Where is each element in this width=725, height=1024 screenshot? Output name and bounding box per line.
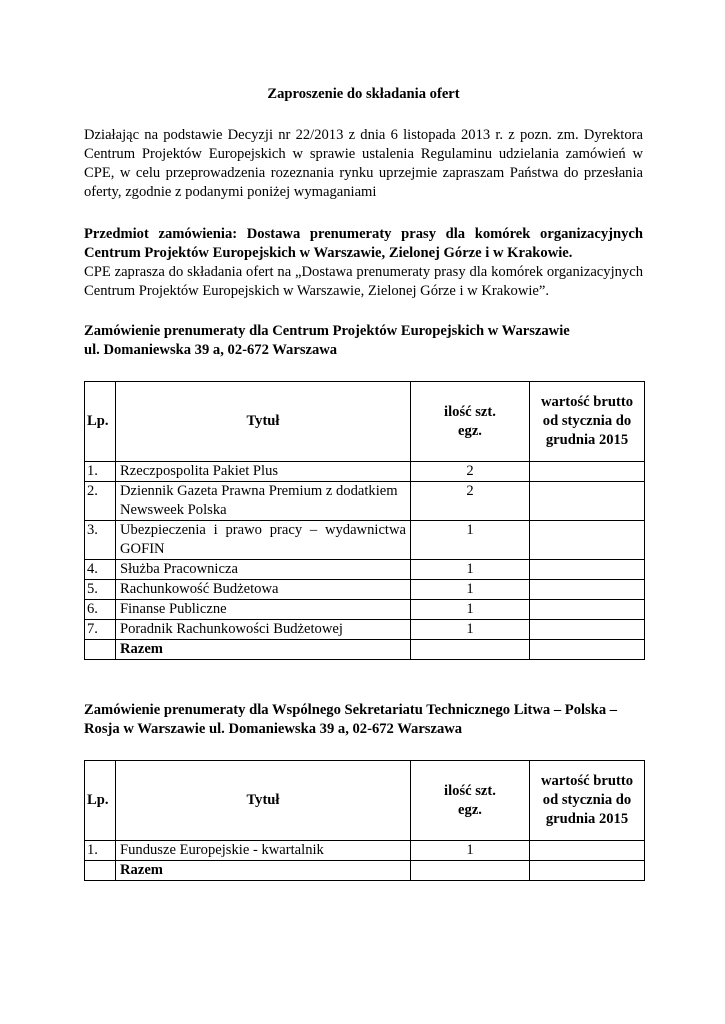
col-qty: ilość szt. egz. xyxy=(411,761,530,841)
row-qty: 2 xyxy=(411,482,530,521)
row-lp: 2. xyxy=(85,482,116,521)
section1-heading-line1: Zamówienie prenumeraty dla Centrum Projektów Europejskich w Warszawie xyxy=(84,323,570,339)
col-title: Tytuł xyxy=(116,761,411,841)
row-lp: 4. xyxy=(85,560,116,580)
subject-paragraph xyxy=(84,225,643,301)
col-title: Tytuł xyxy=(116,382,411,462)
row-title: Fundusze Europejskie - kwartalnik xyxy=(116,841,411,861)
row-lp: 7. xyxy=(85,620,116,640)
section1-heading xyxy=(84,322,643,360)
row-title: Finanse Publiczne xyxy=(116,600,411,620)
table-header-row xyxy=(85,761,645,841)
row-lp: 1. xyxy=(85,841,116,861)
table-row xyxy=(85,521,645,560)
section1-heading-line2: ul. Domaniewska 39 a, 02-672 Warszawa xyxy=(84,342,338,358)
total-qty xyxy=(411,861,530,881)
table-header-row xyxy=(85,382,645,462)
row-qty: 1 xyxy=(411,580,530,600)
row-lp: 5. xyxy=(85,580,116,600)
col-qty: ilość szt. egz. xyxy=(411,382,530,462)
section2-table xyxy=(84,760,645,881)
row-value xyxy=(530,580,645,600)
document-page xyxy=(84,85,643,881)
row-title: Służba Pracownicza xyxy=(116,560,411,580)
row-title: Poradnik Rachunkowości Budżetowej xyxy=(116,620,411,640)
row-lp: 1. xyxy=(85,462,116,482)
table-row xyxy=(85,600,645,620)
col-lp: Lp. xyxy=(85,761,116,841)
col-value: wartość brutto od stycznia do grudnia 2015 xyxy=(530,382,645,462)
row-title: Rachunkowość Budżetowa xyxy=(116,580,411,600)
table-row xyxy=(85,841,645,861)
table-row xyxy=(85,462,645,482)
row-value xyxy=(530,482,645,521)
row-title: Rzeczpospolita Pakiet Plus xyxy=(116,462,411,482)
table-row xyxy=(85,580,645,600)
section2-heading-line1: Zamówienie prenumeraty dla Wspólnego Sekretariatu Technicznego Litwa – Polska – xyxy=(84,702,618,718)
row-qty: 2 xyxy=(411,462,530,482)
subject-text: CPE zaprasza do składania ofert na „Dostawa prenumeraty prasy dla komórek organizacyjnych Centrum Projektów Europejskich w Warszawie, Zielonej Górze i w Krakowie”. xyxy=(84,264,643,299)
row-value xyxy=(530,521,645,560)
document-title: Zaproszenie do składania ofert xyxy=(267,86,460,102)
row-lp: 3. xyxy=(85,521,116,560)
col-value: wartość brutto od stycznia do grudnia 2015 xyxy=(530,761,645,841)
total-value xyxy=(530,640,645,660)
total-value xyxy=(530,861,645,881)
col-lp: Lp. xyxy=(85,382,116,462)
table-total-row xyxy=(85,640,645,660)
row-value xyxy=(530,462,645,482)
total-lp xyxy=(85,861,116,881)
table-row xyxy=(85,620,645,640)
row-title: Dziennik Gazeta Prawna Premium z dodatkiem Newsweek Polska xyxy=(116,482,411,521)
total-qty xyxy=(411,640,530,660)
total-lp xyxy=(85,640,116,660)
table-row xyxy=(85,482,645,521)
row-qty: 1 xyxy=(411,620,530,640)
row-qty: 1 xyxy=(411,560,530,580)
total-label: Razem xyxy=(116,640,411,660)
subject-bold: Przedmiot zamówienia: Dostawa prenumeraty prasy dla komórek organizacyjnych Centrum Projektów Europejskich w Warszawie, Zielonej Górze i w Krakowie. xyxy=(84,226,643,261)
section2-heading-line2: Rosja w Warszawie ul. Domaniewska 39 a, 02-672 Warszawa xyxy=(84,721,463,737)
row-qty: 1 xyxy=(411,521,530,560)
row-qty: 1 xyxy=(411,600,530,620)
row-value xyxy=(530,841,645,861)
intro-paragraph: Działając na podstawie Decyzji nr 22/2013 z dnia 6 listopada 2013 r. z pozn. zm. Dyrektora Centrum Projektów Europejskich w sprawie ustalenia Regulaminu udzielania zamówień w CPE, w celu przeprowadzenia rozeznania rynku uprzejmie zapraszam Państwa do przesłania oferty, zgodnie z podanymi poniżej wymaganiami xyxy=(84,127,643,200)
section2-heading xyxy=(84,701,643,739)
table-row xyxy=(85,560,645,580)
row-title: Ubezpieczenia i prawo pracy – wydawnictwa GOFIN xyxy=(116,521,411,560)
row-lp: 6. xyxy=(85,600,116,620)
row-value xyxy=(530,600,645,620)
row-value xyxy=(530,560,645,580)
row-value xyxy=(530,620,645,640)
total-label: Razem xyxy=(116,861,411,881)
section1-table xyxy=(84,381,645,660)
table-total-row xyxy=(85,861,645,881)
row-qty: 1 xyxy=(411,841,530,861)
